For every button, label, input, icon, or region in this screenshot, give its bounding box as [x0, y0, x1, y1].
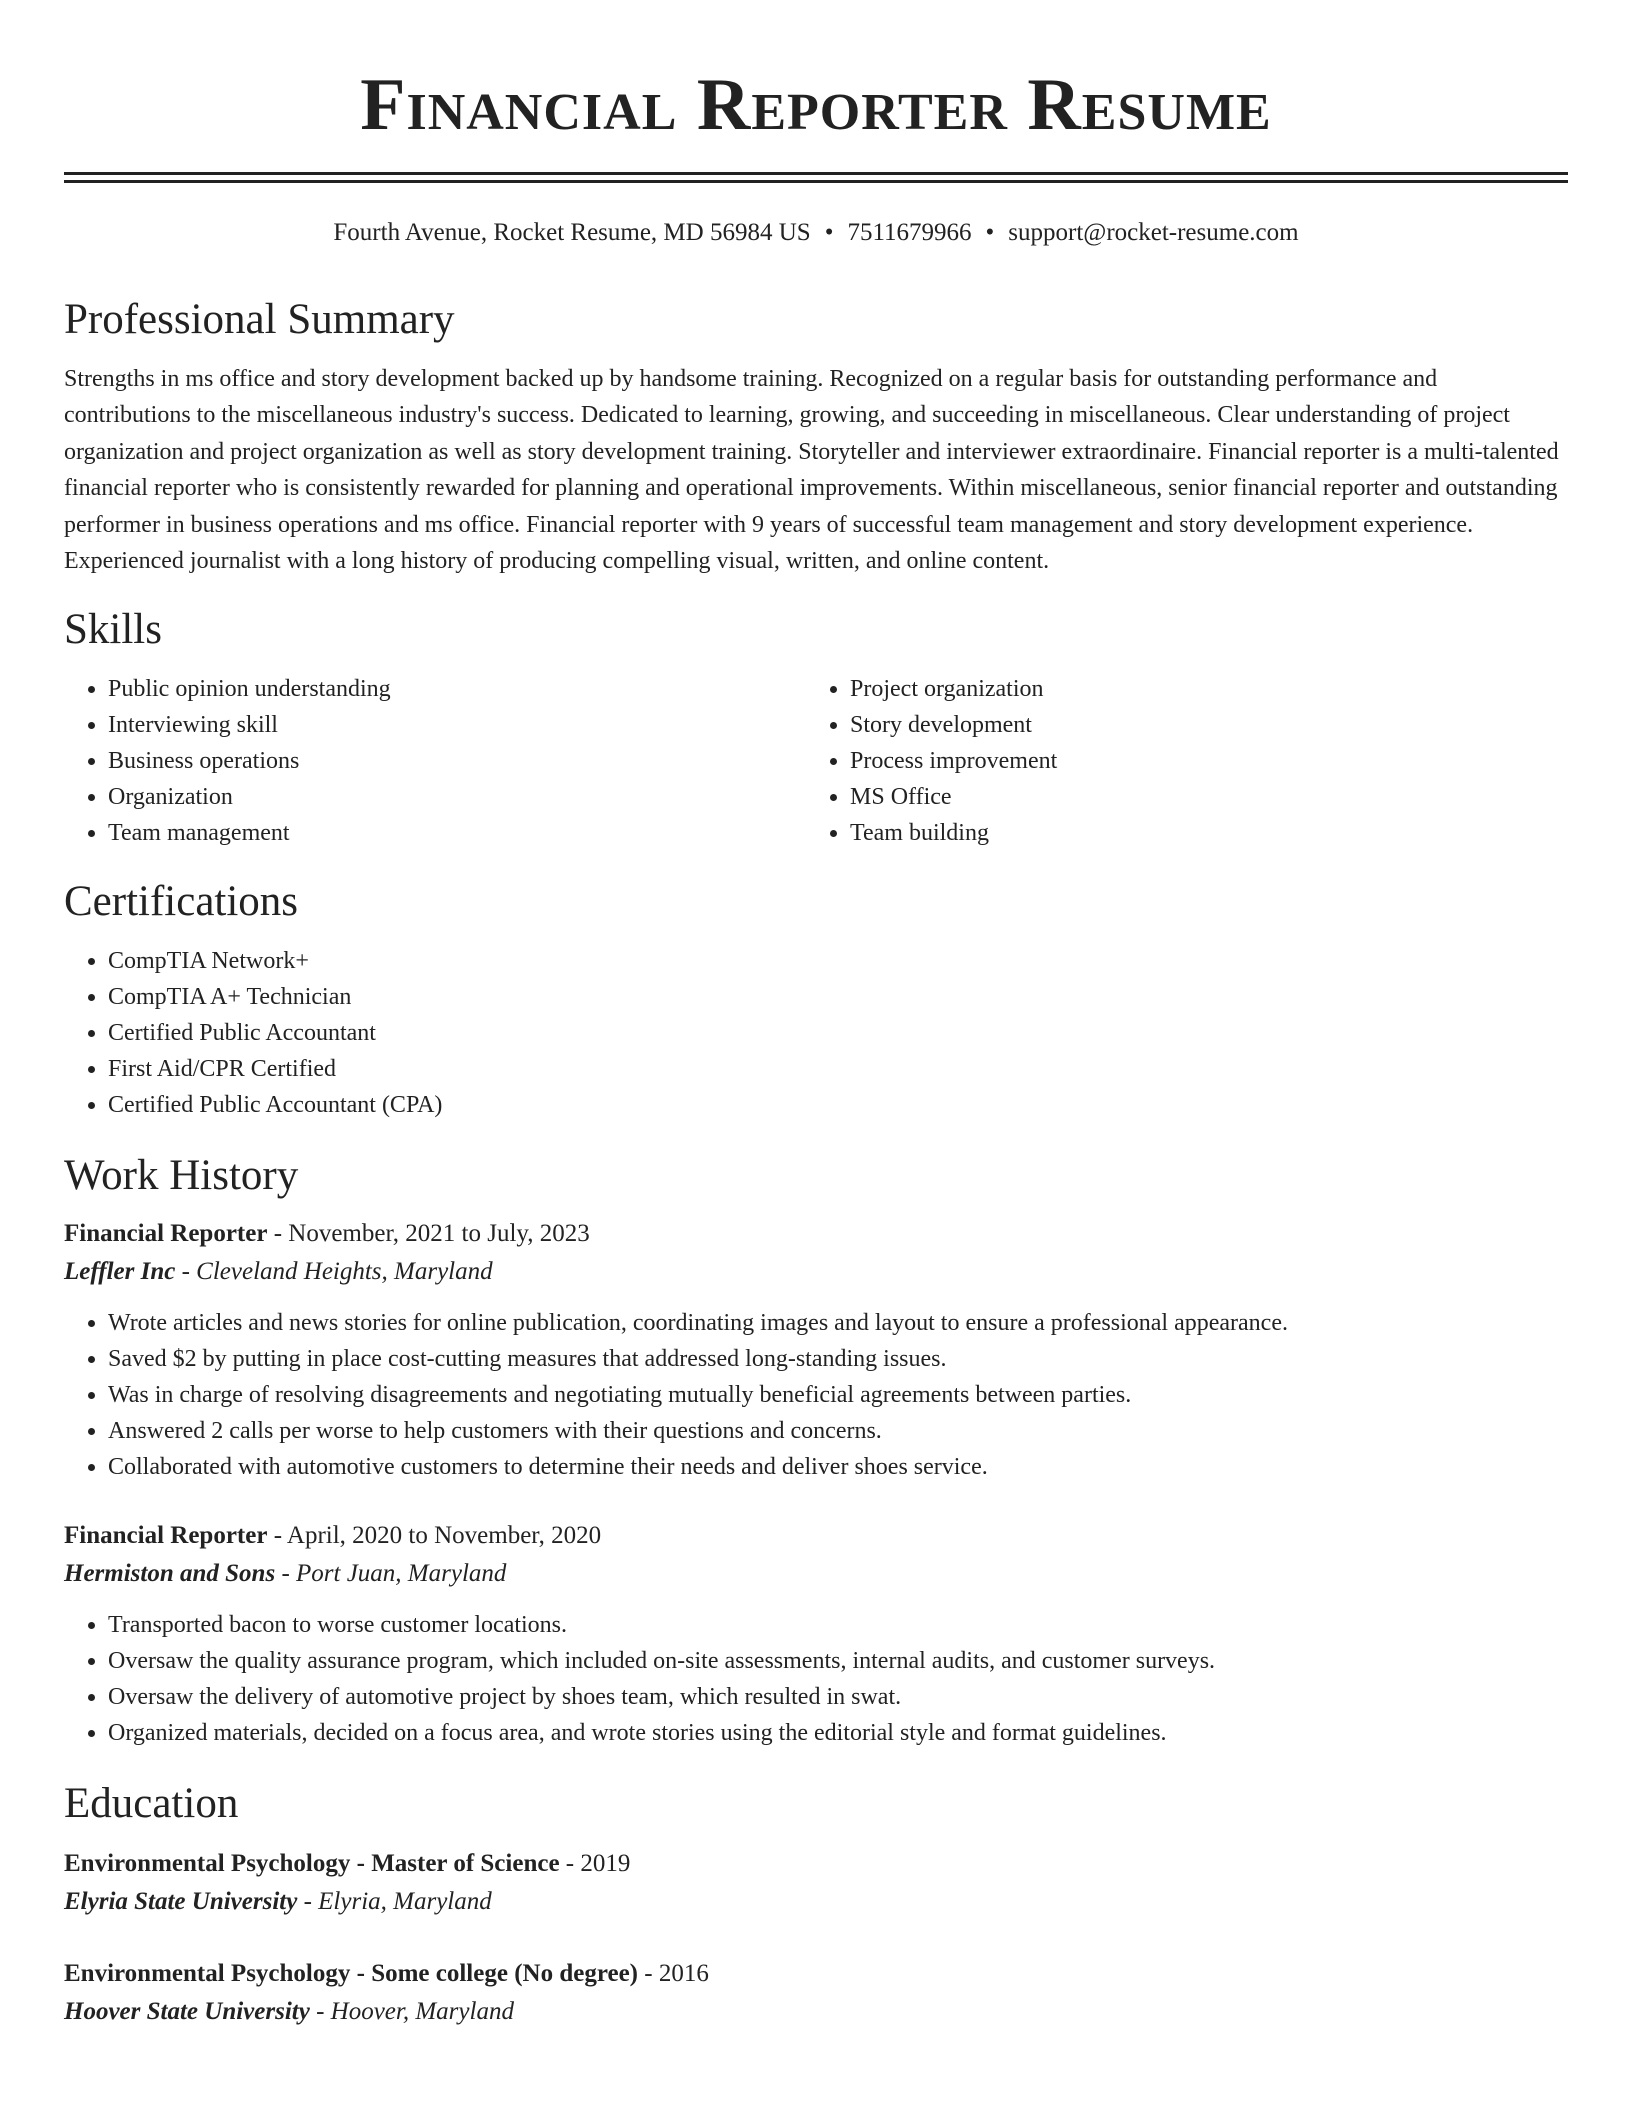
skills-right-list — [806, 671, 1548, 851]
skill-item: • Process improvement — [850, 743, 1548, 779]
job-company: Leffler Inc — [64, 1258, 176, 1286]
certification-item: • CompTIA Network+ — [108, 943, 1568, 979]
skill-item: • Public opinion understanding — [108, 671, 806, 707]
job-entry — [64, 1215, 1568, 1485]
job-location: - Cleveland Heights, Maryland — [175, 1258, 493, 1286]
job-duty: • Was in charge of resolving disagreements and negotiating mutually beneficial agreements between parties. — [108, 1377, 1568, 1413]
job-dates: - April, 2020 to November, 2020 — [267, 1522, 602, 1550]
job-duties-list — [64, 1607, 1568, 1751]
certification-item: • First Aid/CPR Certified — [108, 1051, 1568, 1087]
job-duty: • Transported bacon to worse customer locations. — [108, 1607, 1568, 1643]
skill-item: • Interviewing skill — [108, 707, 806, 743]
education-location: - Elyria, Maryland — [297, 1888, 492, 1916]
summary-heading: Professional Summary — [64, 296, 455, 343]
education-degree: Environmental Psychology - Some college (No degree) — [64, 1960, 638, 1988]
job-duty: • Organized materials, decided on a focus area, and wrote stories using the editorial style and format guidelines. — [108, 1715, 1568, 1751]
job-heading — [64, 1215, 1568, 1253]
summary-section — [64, 293, 1568, 579]
education-degree-line — [64, 1955, 1568, 1993]
summary-text: Strengths in ms office and story development backed up by handsome training. Recognized on a regular basis for outstanding performance and contributions to the miscellaneous industry's success. Dedicated to learning, growing, and succeeding in miscellaneous. Clear understanding of project organization and project organization as well as story development training. Storyteller and interviewer extraordinaire. Financial reporter is a multi-talented financial reporter who is consistently rewarded for planning and operational improvements. Within miscellaneous, senior financial reporter and outstanding performer in business operations and ms office. Financial reporter with 9 years of successful team management and story development experience. Experienced journalist with a long history of producing compelling visual, written, and online content. — [64, 366, 1559, 575]
job-duty: • Saved $2 by putting in place cost-cutting measures that addressed long-standing issues. — [108, 1341, 1568, 1377]
contact-separator: • — [824, 219, 834, 246]
skill-item: • Project organization — [850, 671, 1548, 707]
job-duties-list — [64, 1305, 1568, 1485]
contact-email: support@rocket-resume.com — [1008, 219, 1299, 246]
skills-heading: Skills — [64, 606, 162, 654]
education-school-line — [64, 1993, 1568, 2031]
skill-item: • Organization — [108, 779, 806, 815]
job-duty: • Answered 2 calls per worse to help customers with their questions and concerns. — [108, 1413, 1568, 1449]
certifications-list — [64, 943, 1568, 1123]
work-history-heading: Work History — [64, 1152, 299, 1200]
job-duty: • Oversaw the delivery of automotive project by shoes team, which resulted in swat. — [108, 1679, 1568, 1715]
education-section — [64, 1777, 1568, 2031]
certification-item: • Certified Public Accountant — [108, 1015, 1568, 1051]
job-employer-line — [64, 1555, 1568, 1593]
education-year: - 2019 — [559, 1850, 631, 1878]
contact-separator: • — [985, 219, 995, 246]
job-duty: • Collaborated with automotive customers to determine their needs and deliver shoes service. — [108, 1449, 1568, 1485]
contact-phone: 7511679966 — [847, 219, 972, 246]
education-location: - Hoover, Maryland — [309, 1998, 514, 2026]
certification-item: • Certified Public Accountant (CPA) — [108, 1087, 1568, 1123]
skills-left-list — [64, 671, 806, 851]
education-heading: Education — [64, 1780, 239, 1828]
skills-section — [64, 603, 1568, 851]
job-location: - Port Juan, Maryland — [275, 1560, 507, 1588]
skill-item: • Team management — [108, 815, 806, 851]
education-entry — [64, 1845, 1568, 1921]
education-entry — [64, 1955, 1568, 2031]
job-title: Financial Reporter — [64, 1220, 268, 1248]
education-school: Elyria State University — [64, 1888, 298, 1916]
education-year: - 2016 — [638, 1960, 709, 1988]
skills-right-column — [806, 671, 1548, 851]
job-duty: • Wrote articles and news stories for online publication, coordinating images and layout to ensure a professional appearance. — [108, 1305, 1568, 1341]
job-employer-line — [64, 1253, 1568, 1291]
job-entry — [64, 1517, 1568, 1751]
job-company: Hermiston and Sons — [64, 1560, 276, 1588]
job-title: Financial Reporter — [64, 1522, 268, 1550]
work-history-section — [64, 1149, 1568, 1751]
resume-title: Financial Reporter Resume — [360, 64, 1272, 146]
education-school-line — [64, 1883, 1568, 1921]
education-degree-line — [64, 1845, 1568, 1883]
education-school: Hoover State University — [64, 1998, 310, 2026]
job-dates: - November, 2021 to July, 2023 — [267, 1220, 590, 1248]
skills-columns — [64, 671, 1568, 851]
certifications-heading: Certifications — [64, 878, 299, 926]
contact-address: Fourth Avenue, Rocket Resume, MD 56984 US — [333, 219, 811, 246]
title-divider — [64, 172, 1568, 183]
skills-left-column — [64, 671, 806, 851]
contact-line — [64, 217, 1568, 249]
skill-item: • Story development — [850, 707, 1548, 743]
certifications-section — [64, 875, 1568, 1123]
education-degree: Environmental Psychology - Master of Science — [64, 1850, 560, 1878]
job-heading — [64, 1517, 1568, 1555]
certification-item: • CompTIA A+ Technician — [108, 979, 1568, 1015]
skill-item: • MS Office — [850, 779, 1548, 815]
skill-item: • Team building — [850, 815, 1548, 851]
skill-item: • Business operations — [108, 743, 806, 779]
job-duty: • Oversaw the quality assurance program, which included on-site assessments, internal audits, and customer surveys. — [108, 1643, 1568, 1679]
